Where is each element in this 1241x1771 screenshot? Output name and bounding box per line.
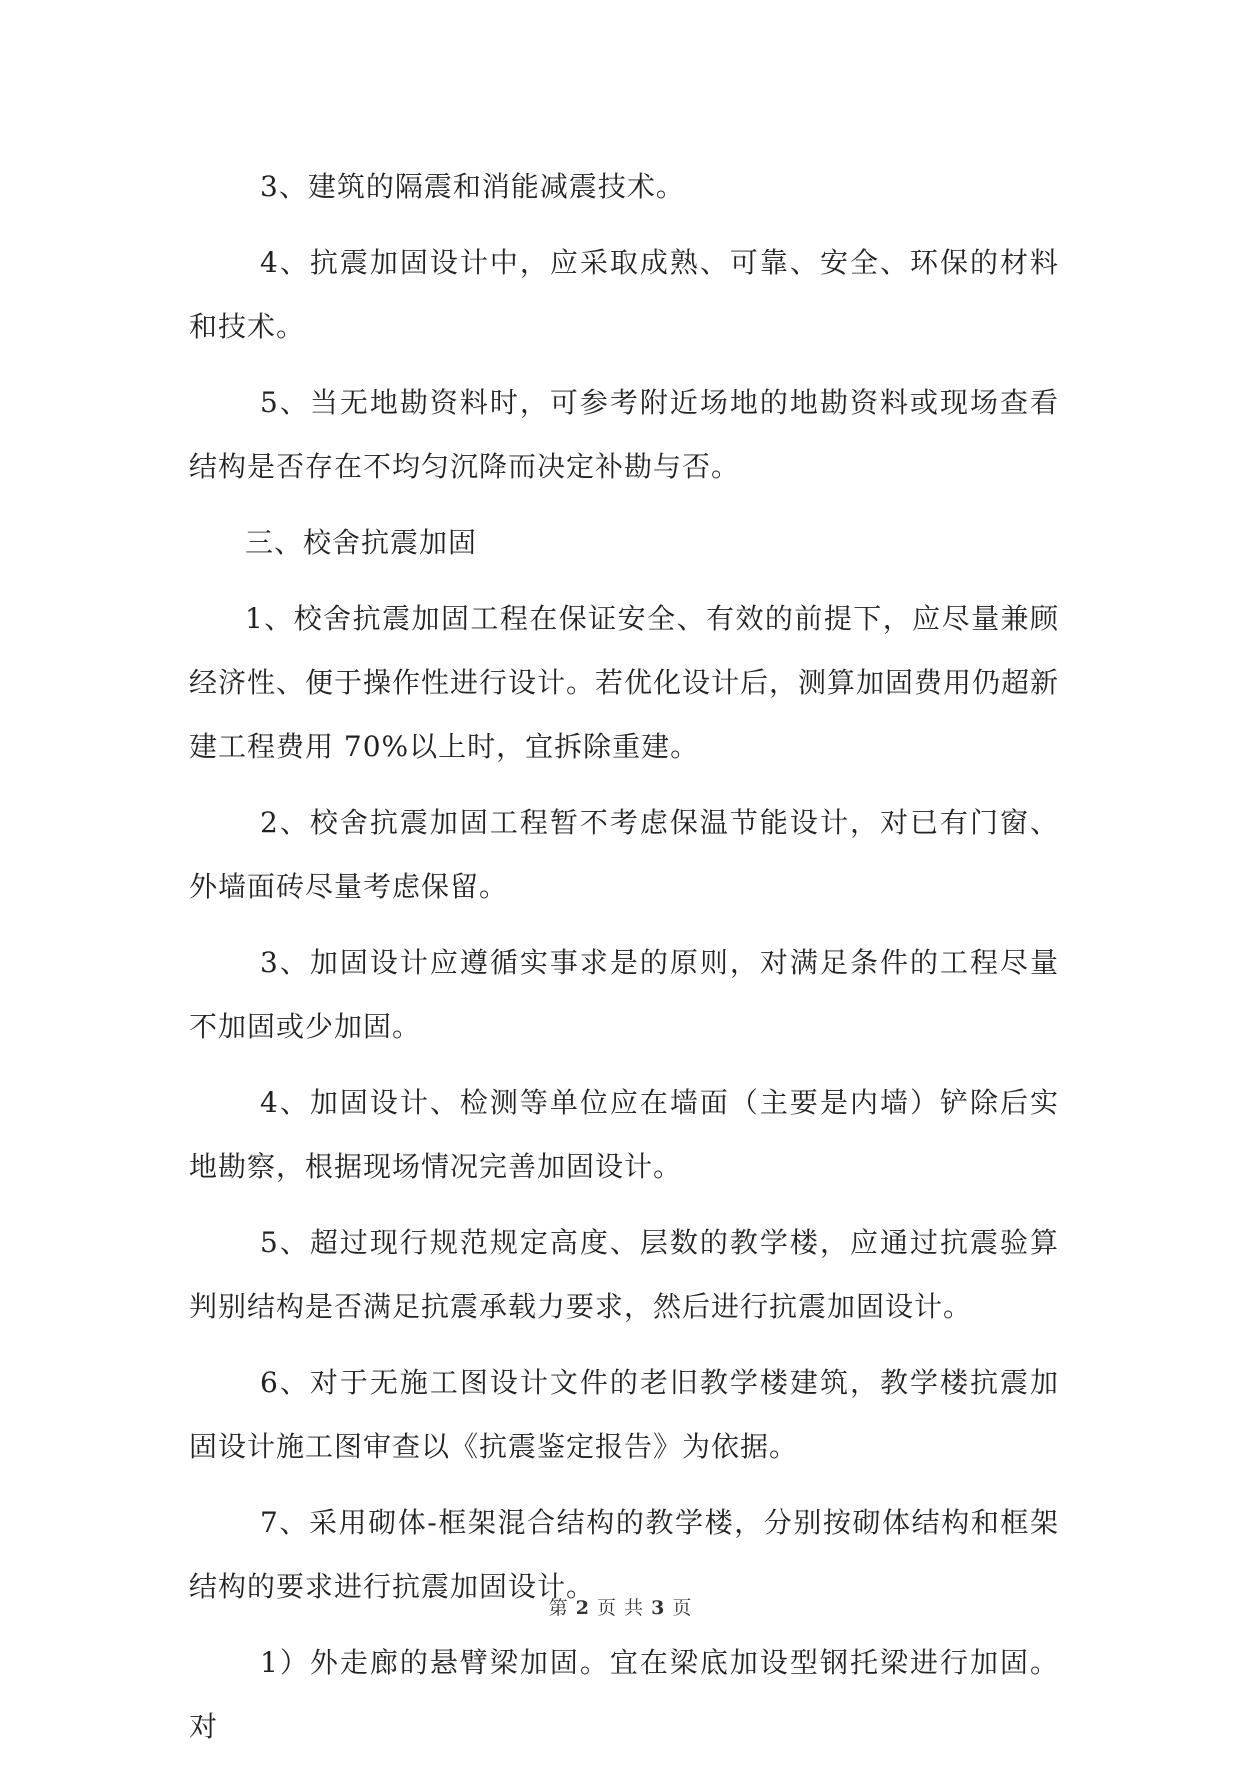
paragraph: 7、采用砌体-框架混合结构的教学楼，分别按砌体结构和框架结构的要求进行抗震加固设计。 (189, 1506, 1059, 1603)
current-page-number: 2 (575, 1597, 590, 1619)
footer-suffix: 页 (672, 1597, 693, 1619)
paragraph: 4、加固设计、检测等单位应在墙面（主要是内墙）铲除后实地勘察，根据现场情况完善加固设计。 (189, 1086, 1059, 1183)
total-pages-number: 3 (651, 1597, 666, 1619)
paragraph: 5、超过现行规范规定高度、层数的教学楼，应通过抗震验算判别结构是否满足抗震承载力要求，然后进行抗震加固设计。 (189, 1226, 1059, 1323)
footer-middle: 页 共 (596, 1597, 645, 1619)
paragraph: 6、对于无施工图设计文件的老旧教学楼建筑，教学楼抗震加固设计施工图审查以《抗震鉴定报告》为依据。 (189, 1366, 1059, 1463)
document-body (189, 155, 1059, 1771)
section-heading: 三、校舍抗震加固 (245, 526, 478, 559)
paragraph: 1）外走廊的悬臂梁加固。宜在梁底加设型钢托梁进行加固。对 (189, 1646, 1059, 1743)
footer-prefix: 第 (548, 1597, 569, 1619)
paragraph: 4、抗震加固设计中，应采取成熟、可靠、安全、环保的材料和技术。 (189, 246, 1059, 343)
page-footer (0, 1596, 1241, 1620)
paragraph: 3、建筑的隔震和消能减震技术。 (260, 170, 685, 203)
paragraph: 2、校舍抗震加固工程暂不考虑保温节能设计，对已有门窗、外墙面砖尽量考虑保留。 (189, 806, 1059, 903)
paragraph: 3、加固设计应遵循实事求是的原则，对满足条件的工程尽量不加固或少加固。 (189, 946, 1059, 1043)
paragraph: 1、校舍抗震加固工程在保证安全、有效的前提下，应尽量兼顾经济性、便于操作性进行设计。若优化设计后，测算加固费用仍超新建工程费用 70%以上时，宜拆除重建。 (189, 602, 1060, 763)
paragraph: 5、当无地勘资料时，可参考附近场地的地勘资料或现场查看结构是否存在不均匀沉降而决定补勘与否。 (189, 386, 1059, 483)
